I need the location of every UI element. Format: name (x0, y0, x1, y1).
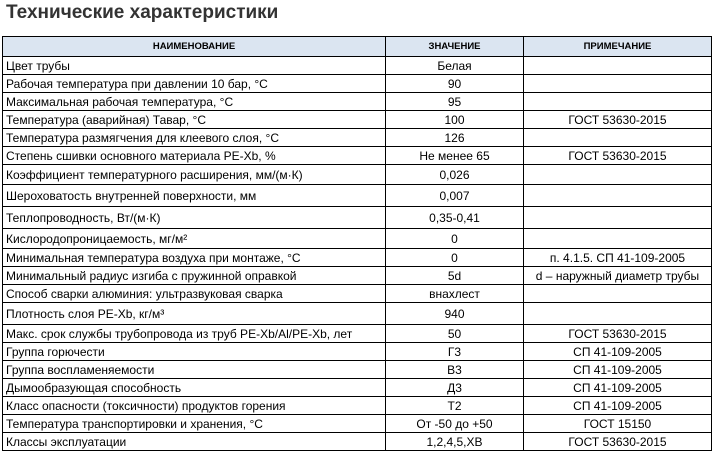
cell-note: СП 41-109-2005 (524, 343, 712, 361)
cell-value: Г3 (386, 343, 524, 361)
cell-value: 100 (386, 111, 524, 129)
cell-note (524, 207, 712, 229)
cell-name: Максимальная рабочая температура, °C (3, 93, 386, 111)
cell-name: Классы эксплуатации (3, 433, 386, 451)
cell-value: 0 (386, 229, 524, 249)
cell-name: Рабочая температура при давлении 10 бар, °C (3, 75, 386, 93)
cell-value: В3 (386, 361, 524, 379)
cell-note: п. 4.1.5. СП 41-109-2005 (524, 249, 712, 267)
table-row (3, 75, 712, 93)
cell-note: ГОСТ 53630-2015 (524, 111, 712, 129)
cell-value: 940 (386, 303, 524, 325)
page-title: Технические характеристики (6, 2, 279, 23)
cell-name: Группа воспламеняемости (3, 361, 386, 379)
cell-note (524, 229, 712, 249)
cell-note (524, 185, 712, 207)
cell-value: 50 (386, 325, 524, 343)
cell-note (524, 303, 712, 325)
cell-note (524, 93, 712, 111)
table-row (3, 147, 712, 165)
cell-name: Цвет трубы (3, 57, 386, 75)
cell-value: 95 (386, 93, 524, 111)
table-row (3, 165, 712, 185)
table-row (3, 361, 712, 379)
table-row (3, 129, 712, 147)
table-row (3, 415, 712, 433)
cell-value: 0,35-0,41 (386, 207, 524, 229)
cell-note (524, 129, 712, 147)
cell-name: Шероховатость внутренней поверхности, мм (3, 185, 386, 207)
cell-value: От -50 до +50 (386, 415, 524, 433)
cell-name: Класс опасности (токсичности) продуктов горения (3, 397, 386, 415)
table-row (3, 397, 712, 415)
cell-note: ГОСТ 15150 (524, 415, 712, 433)
specifications-table (2, 36, 712, 451)
cell-value: Д3 (386, 379, 524, 397)
cell-note (524, 165, 712, 185)
cell-value: 5d (386, 267, 524, 285)
table-row (3, 111, 712, 129)
cell-name: Способ сварки алюминия: ультразвуковая сварка (3, 285, 386, 303)
table-row (3, 433, 712, 451)
cell-note (524, 285, 712, 303)
table-row (3, 379, 712, 397)
table-body (3, 57, 712, 451)
cell-value: 0,007 (386, 185, 524, 207)
cell-note: ГОСТ 53630-2015 (524, 147, 712, 165)
cell-note: СП 41-109-2005 (524, 379, 712, 397)
table-row (3, 57, 712, 75)
cell-name: Степень сшивки основного материала PE-Xb, % (3, 147, 386, 165)
table-row (3, 303, 712, 325)
cell-note (524, 75, 712, 93)
column-header-note: ПРИМЕЧАНИЕ (524, 37, 712, 57)
cell-name: Температура (аварийная) Тавар, °C (3, 111, 386, 129)
cell-name: Группа горючести (3, 343, 386, 361)
cell-name: Макс. срок службы трубопровода из труб PE-Xb/Al/PE-Xb, лет (3, 325, 386, 343)
table-row (3, 93, 712, 111)
table-row (3, 185, 712, 207)
cell-value: 0 (386, 249, 524, 267)
cell-name: Минимальная температура воздуха при монтаже, °C (3, 249, 386, 267)
cell-value: 1,2,4,5,ХВ (386, 433, 524, 451)
cell-note: СП 41-109-2005 (524, 397, 712, 415)
column-header-name: НАИМЕНОВАНИЕ (3, 37, 386, 57)
cell-value: 90 (386, 75, 524, 93)
column-header-value: ЗНАЧЕНИЕ (386, 37, 524, 57)
cell-value: 0,026 (386, 165, 524, 185)
cell-value: Белая (386, 57, 524, 75)
cell-name: Температура размягчения для клеевого слоя, °C (3, 129, 386, 147)
cell-note (524, 57, 712, 75)
cell-name: Дымообразующая способность (3, 379, 386, 397)
table-header-row (3, 37, 712, 57)
cell-value: внахлест (386, 285, 524, 303)
cell-note: ГОСТ 53630-2015 (524, 325, 712, 343)
cell-name: Коэффициент температурного расширения, мм/(м·К) (3, 165, 386, 185)
cell-note: ГОСТ 53630-2015 (524, 433, 712, 451)
cell-note: d – наружный диаметр трубы (524, 267, 712, 285)
cell-value: 126 (386, 129, 524, 147)
cell-value: Не менее 65 (386, 147, 524, 165)
table-row (3, 285, 712, 303)
table-row (3, 249, 712, 267)
cell-name: Температура транспортировки и хранения, °C (3, 415, 386, 433)
cell-name: Кислородопроницаемость, мг/м² (3, 229, 386, 249)
table-row (3, 325, 712, 343)
cell-name: Плотность слоя PE-Xb, кг/м³ (3, 303, 386, 325)
cell-name: Минимальный радиус изгиба с пружинной оправкой (3, 267, 386, 285)
cell-value: Т2 (386, 397, 524, 415)
table-row (3, 343, 712, 361)
table-row (3, 229, 712, 249)
cell-name: Теплопроводность, Вт/(м·К) (3, 207, 386, 229)
table-row (3, 207, 712, 229)
table-row (3, 267, 712, 285)
cell-note: СП 41-109-2005 (524, 361, 712, 379)
